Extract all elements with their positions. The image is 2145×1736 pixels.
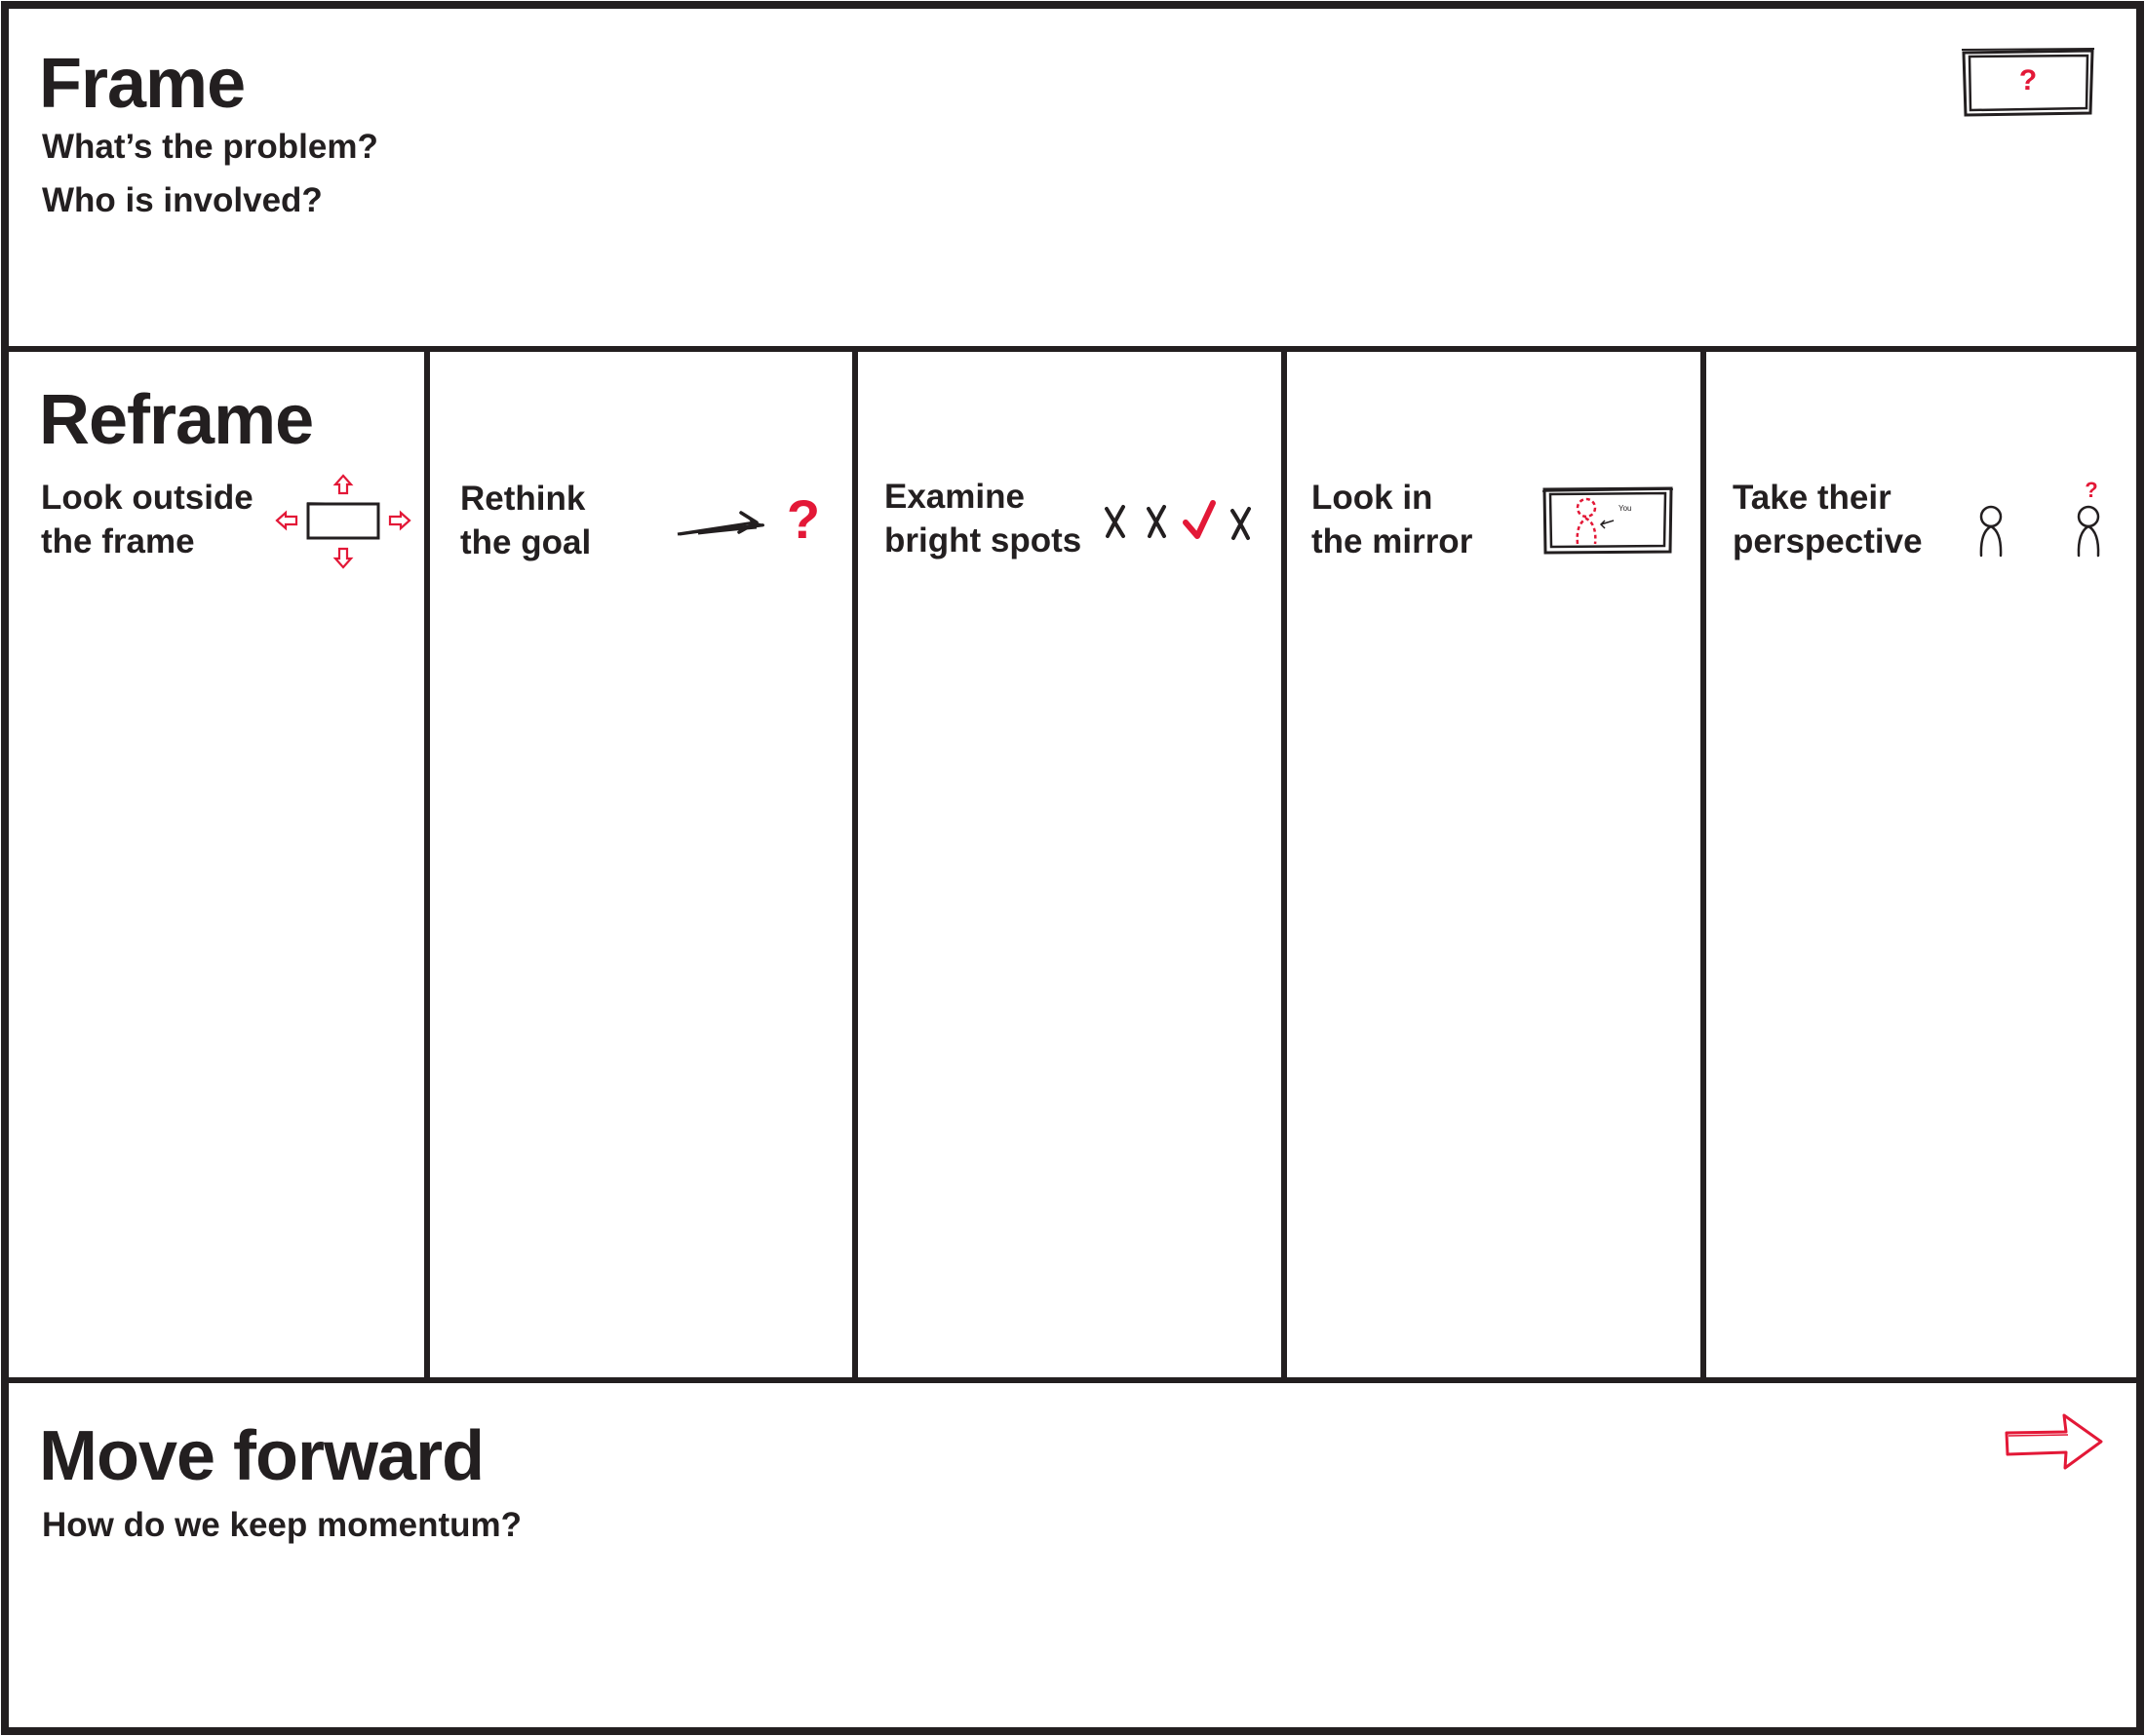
svg-text:?: ?	[2085, 478, 2098, 502]
right-arrow-icon	[2004, 1411, 2106, 1472]
frame-expand-arrows-icon	[275, 474, 411, 569]
mirror-you-text: You	[1618, 504, 1632, 513]
question-frame-icon	[1960, 47, 2096, 120]
frame-question-involved: Who is involved?	[42, 181, 323, 219]
column-label-look-outside: Look outside the frame	[41, 479, 254, 560]
column-label-rethink-goal: Rethink the goal	[460, 480, 592, 561]
move-forward-question: How do we keep momentum?	[42, 1506, 522, 1544]
arrow-to-question-icon	[675, 487, 821, 550]
frame-question-problem: What’s the problem?	[42, 128, 378, 166]
column-label-bright-spots: Examine bright spots	[884, 478, 1082, 559]
two-people-perspective-icon	[1965, 476, 2111, 563]
reframe-title: Reframe	[39, 381, 314, 459]
move-forward-title: Move forward	[39, 1417, 485, 1495]
svg-text:?: ?	[786, 488, 821, 550]
crosses-and-check-icon	[1102, 499, 1258, 548]
svg-text:?: ?	[2018, 64, 2038, 96]
column-label-mirror: Look in the mirror	[1311, 479, 1473, 560]
column-label-perspective: Take their perspective	[1733, 479, 1923, 560]
mirror-reflection-icon	[1540, 485, 1675, 556]
frame-title: Frame	[39, 45, 246, 123]
